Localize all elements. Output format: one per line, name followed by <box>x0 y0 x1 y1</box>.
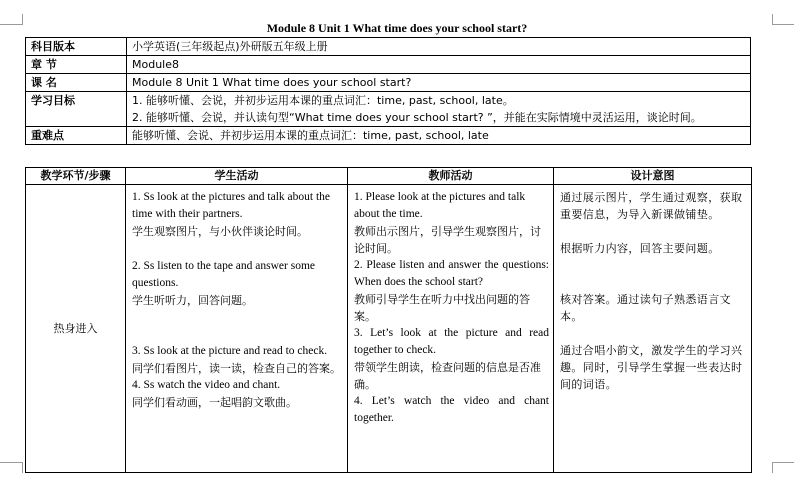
lesson-info-table <box>25 37 751 145</box>
header-stage: 教学环节/步骤 <box>26 168 126 185</box>
info-row-goals <box>26 92 751 127</box>
student-activity-2-cn: 学生听听力，回答问题。 <box>132 294 253 307</box>
design-intent-cell <box>554 185 752 473</box>
student-activity-1-en: 1. Ss look at the pictures and talk about the time with their partners. <box>132 191 331 220</box>
student-activity-3-en: 3. Ss look at the picture and read to check. <box>132 345 328 357</box>
teacher-activity-2-cn: 教师引导学生在听力中找出问题的答案。 <box>354 293 530 323</box>
lesson-label: 课 名 <box>26 74 127 92</box>
steps-header-row <box>26 168 752 185</box>
student-activity-3 <box>132 343 343 377</box>
teacher-activity-3 <box>354 325 549 393</box>
student-activity-1 <box>132 189 343 240</box>
info-row-key-points <box>26 127 751 145</box>
student-activity-4-en: 4. Ss watch the video and chant. <box>132 379 281 391</box>
goal-2: 2. 能够听懂、会说，并认读句型“What time does your school start? ”，并能在实际情境中灵活运用，谈论时间。 <box>132 111 702 124</box>
teacher-activity-2 <box>354 257 549 325</box>
design-intent-4: 通过合唱小韵文，激发学生的学习兴趣。同时，引导学生掌握一些表达时间的词语。 <box>560 344 743 391</box>
subject-label: 科目版本 <box>26 38 127 56</box>
chapter-value: Module8 <box>127 56 751 74</box>
student-activity-1-cn: 学生观察图片，与小伙伴谈论时间。 <box>132 225 308 238</box>
teaching-steps-table <box>25 167 752 473</box>
info-row-chapter <box>26 56 751 74</box>
teacher-activity-3-en: 3. Let’s look at the picture and read together to check. <box>354 327 549 356</box>
student-activity-3-cn: 同学们看图片，读一读，检查自己的答案。 <box>132 362 341 375</box>
lesson-value: Module 8 Unit 1 What time does your school start? <box>127 74 751 92</box>
info-row-subject <box>26 38 751 56</box>
info-row-lesson <box>26 74 751 92</box>
header-design-intent: 设计意图 <box>554 168 752 185</box>
header-teacher-activity: 教师活动 <box>348 168 554 185</box>
student-activity-cell <box>126 185 348 473</box>
goals-label: 学习目标 <box>26 92 127 127</box>
student-activity-4 <box>132 377 343 411</box>
student-activity-2 <box>132 258 343 309</box>
goals-value <box>127 92 751 127</box>
design-intent-2: 根据听力内容，回答主要问题。 <box>560 242 720 255</box>
steps-row-warmup <box>26 185 752 473</box>
crop-mark-bottom-right <box>772 462 794 473</box>
teacher-activity-2-en: 2. Please listen and answer the questions: When does the school start? <box>354 259 549 288</box>
teacher-activity-4 <box>354 393 549 427</box>
key-points-value: 能够听懂、会说、并初步运用本课的重点词汇：time, past, school, late <box>127 127 751 145</box>
chapter-label: 章 节 <box>26 56 127 74</box>
student-activity-2-en: 2. Ss listen to the tape and answer some questions. <box>132 260 316 289</box>
teacher-activity-3-cn: 带领学生朗读，检查问题的信息是否准确。 <box>354 361 541 391</box>
student-activity-4-cn: 同学们看动画，一起唱韵文歌曲。 <box>132 396 297 409</box>
crop-mark-bottom-left <box>0 462 23 473</box>
teacher-activity-1-en: 1. Please look at the pictures and talk about the time. <box>354 191 526 220</box>
teacher-activity-4-en: 4. Let’s watch the video and chant together. <box>354 395 549 424</box>
teacher-activity-1 <box>354 189 549 257</box>
document-title: Module 8 Unit 1 What time does your school start? <box>266 21 528 35</box>
stage-name: 热身进入 <box>26 185 126 473</box>
teacher-activity-1-cn: 教师出示图片，引导学生观察图片，讨论时间。 <box>354 225 541 255</box>
key-points-label: 重难点 <box>26 127 127 145</box>
subject-value: 小学英语(三年级起点)外研版五年级上册 <box>127 38 751 56</box>
design-intent-3: 核对答案。通过读句子熟悉语言文本。 <box>560 293 731 323</box>
header-student-activity: 学生活动 <box>126 168 348 185</box>
teacher-activity-cell <box>348 185 554 473</box>
goal-1: 1. 能够听懂、会说，并初步运用本课的重点词汇：time, past, school, late。 <box>132 94 514 107</box>
design-intent-1: 通过展示图片，学生通过观察，获取重要信息，为导入新课做铺垫。 <box>560 191 743 221</box>
